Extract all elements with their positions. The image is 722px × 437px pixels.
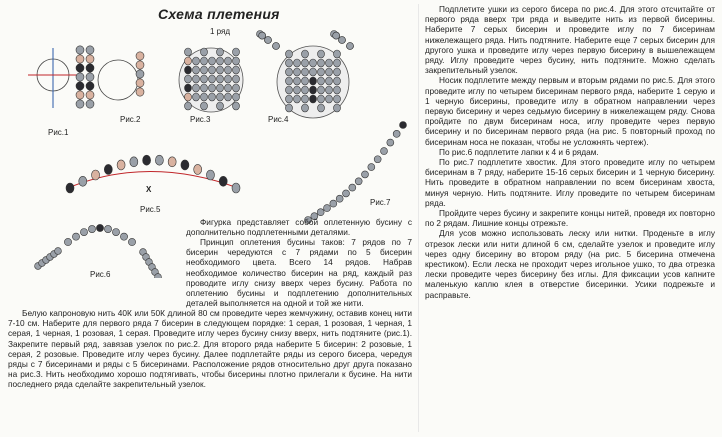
bead [185, 102, 192, 110]
bead [310, 95, 317, 103]
bead [318, 77, 325, 85]
bead [273, 43, 280, 50]
bead [181, 160, 189, 170]
bead [86, 55, 94, 63]
bead [318, 86, 325, 94]
bead [136, 79, 144, 87]
bead [326, 77, 333, 85]
bead [302, 68, 309, 76]
bead [355, 178, 362, 185]
bead [387, 139, 394, 146]
bead [333, 32, 340, 39]
bead [336, 195, 343, 202]
bead [217, 102, 224, 110]
bead [120, 233, 127, 240]
bead [225, 75, 232, 83]
bead [324, 205, 331, 212]
bead [136, 61, 144, 69]
paragraph-3: Белую капроновую нить 40К или 50К длиной 80 см проведите через жемчужину, оставив конец нити 7-10 см. Наберите для первого ряда 7 бисерин в следующем порядке: 1 серая, 1 розовая, 1 черная, 1 серая, 1 черная, 1 розовая, 1 серая. Проведите иглу через бусину снизу вверх, нить подтяните (рис.1). Закрепите первый ряд, завязав узелок по рис.2. Для второго ряда наберите 5 бисерин: 2 розовые, 1 серая, 2 розовые. Проведите иглу через бусину. Далее подплетайте ряды из серого бисера, чередуя ряды с 7 бисеринами и ряды с 5 бисеринами. Расположение рядов относительно друг друга показано на рис.3. Нить необходимо хорошо подтягивать, чтобы бисерины плотно прилегали к бусине. На нити последнего ряда сделайте закрепительный узелок. [8, 308, 412, 390]
bead [88, 225, 95, 232]
bead [302, 86, 309, 94]
caption-fig2: Рис.2 [120, 115, 141, 124]
bead [334, 95, 341, 103]
bead [136, 88, 144, 96]
figure-7 [305, 122, 407, 224]
intro-paragraph-2: Принцип оплетения бусины таков: 7 рядов по 7 бисерин чередуются с 7 рядами по 5 бисерин необходимого цвета. Всего 14 рядов. Набрав необходимое количество бисерин на ряд, каждый раз проводите иглу снизу вверх через бусину. Работа по оплетению бусины и подплетению дополнительных деталей выполняется на одной и той же нити. [186, 237, 412, 309]
bead [326, 59, 333, 67]
bead [217, 57, 224, 65]
bead [310, 59, 317, 67]
bead [104, 164, 112, 174]
bead [326, 86, 333, 94]
column-divider [418, 4, 419, 432]
bead [334, 50, 341, 58]
bead [193, 75, 200, 83]
cross-mark: Х [146, 185, 152, 194]
bead [294, 68, 301, 76]
bead [185, 66, 192, 74]
bead [225, 84, 232, 92]
bead [209, 57, 216, 65]
caption-fig3: Рис.3 [190, 115, 211, 124]
bead [233, 75, 240, 83]
bead [334, 59, 341, 67]
bead [219, 176, 227, 186]
paragraph-whiskers: Для усов можно использовать леску или нитки. Проденьте в иглу отрезок лески или нити длиной 6 см, сделайте узелок и проведите иглу через одну бисерину во втором ряду (на рис. 5 бисерина отмечена крестиком). Если леска не проходит через игольное ушко, то два отрезка лески проведите через бисерину без иглы. Для фиксации усов капните маленькую каплю клея в отверстие бисеринки. Усики подрежьте и расправьте. [425, 228, 715, 300]
paragraph-finish: Пройдите через бусину и закрепите концы нитей, проведя их повторно по 2 рядам. Лишние концы отрежьте. [425, 208, 715, 229]
bead [86, 46, 94, 54]
bead [201, 66, 208, 74]
bead [217, 93, 224, 101]
bead [209, 66, 216, 74]
bead [217, 75, 224, 83]
bead [393, 130, 400, 137]
bead [209, 93, 216, 101]
bead [76, 91, 84, 99]
paragraph-legs: По рис.6 подплетите лапки к 4 и 6 рядам. [439, 146, 599, 157]
bead [193, 66, 200, 74]
bead [286, 77, 293, 85]
bead [317, 209, 324, 216]
bead [79, 176, 87, 186]
bead [185, 48, 192, 56]
bead [334, 68, 341, 76]
bead [286, 59, 293, 67]
bead [318, 104, 325, 112]
bead [201, 93, 208, 101]
bead [368, 164, 375, 171]
bead [201, 84, 208, 92]
bead [318, 50, 325, 58]
bead [201, 75, 208, 83]
caption-fig5: Рис.5 [140, 205, 161, 214]
figure-5 [66, 155, 240, 193]
bead [318, 95, 325, 103]
bead [201, 57, 208, 65]
bead [155, 155, 163, 165]
instructions-right [425, 4, 715, 300]
bead [194, 164, 202, 174]
bead [310, 68, 317, 76]
bead [326, 95, 333, 103]
bead [76, 64, 84, 72]
paragraph-ears: Подплетите ушки из серого бисера по рис.4. Для этого отсчитайте от первого ряда вверх три ряда и выведите нить из первой бисерины. Наберите 7 серых бисерин и проведите иглу по 7 бисеринам нижележащего ряда. Нить подтяните. Наберите еще 7 серых бисерин для другого ушка и проведите иглу через первую бисерину в вышележащем ряду. Иглу проведите через бусину, нить подтяните. Можно сделать закрепительный узелок. [425, 4, 715, 76]
caption-fig4: Рис.4 [268, 115, 289, 124]
bead [310, 86, 317, 94]
bead [334, 77, 341, 85]
bead [318, 68, 325, 76]
intro-text [186, 217, 412, 237]
figure-3 [179, 48, 243, 112]
bead [117, 160, 125, 170]
bead [259, 32, 266, 39]
bead [92, 170, 100, 180]
bead [193, 84, 200, 92]
bead [286, 95, 293, 103]
bead [217, 66, 224, 74]
bead [76, 82, 84, 90]
paragraph-tail: По рис.7 подплетите хвостик. Для этого проведите иглу по четырем бисеринам в 7 ряду, наберите 15-16 серых бисерин и 1 черную бисерину. Нить проведите в обратном направлении по всем бисеринам хвоста, минуя черную. Нить подтяните. Иглу проведите по четырем бисеринам ряда. [425, 157, 715, 208]
bead [343, 190, 350, 197]
bead [86, 64, 94, 72]
intro-paragraph-1: Фигурка представляет собой оплетенную бусину с дополнительно подплетенными деталями. [186, 217, 412, 238]
paragraph-nose: Носик подплетите между первым и вторым рядами по рис.5. Для этого проведите иглу по четырем бисеринам первого ряда, наберите 1 серую и 1 черную бисерины, проведите иглу в обратном направлении через первую бисерину и через седьмую бисерину в нижележащем ряду. Снова пройдите по двум бисеринам носа, иглу проведите через первую бисерину и по бисеринам первого ряда (на рис. 5 повторный проход по бисеринам носа не показан, чтобы не усложнять чертеж). [425, 75, 715, 147]
bead [66, 183, 74, 193]
bead [347, 43, 354, 50]
caption-fig6: Рис.6 [90, 270, 111, 279]
row-1-label: 1 ряд [210, 27, 231, 36]
bead [185, 75, 192, 83]
bead [302, 95, 309, 103]
bead [168, 157, 176, 167]
bead [362, 171, 369, 178]
bead [233, 84, 240, 92]
bead [76, 46, 84, 54]
bead [185, 57, 192, 65]
bead [302, 50, 309, 58]
intro-text-2 [186, 237, 412, 308]
figure-1 [28, 46, 84, 108]
bead [294, 77, 301, 85]
bead [217, 84, 224, 92]
bead [233, 57, 240, 65]
bead [76, 55, 84, 63]
bead [233, 93, 240, 101]
bead [55, 248, 62, 255]
bead [233, 102, 240, 110]
bead [286, 68, 293, 76]
bead [217, 48, 224, 56]
bead [302, 77, 309, 85]
bead [286, 86, 293, 94]
bead [225, 66, 232, 74]
caption-fig7: Рис.7 [370, 198, 391, 207]
bead [86, 91, 94, 99]
bead [136, 52, 144, 60]
bead [76, 100, 84, 108]
bead [193, 93, 200, 101]
bead [232, 183, 240, 193]
bead [64, 238, 71, 245]
bead [76, 73, 84, 81]
caption-fig1: Рис.1 [48, 128, 69, 137]
bead [185, 93, 192, 101]
bead [86, 100, 94, 108]
bead [225, 93, 232, 101]
bead [225, 57, 232, 65]
bead [72, 233, 79, 240]
bead [104, 225, 111, 232]
bead [302, 59, 309, 67]
bead [294, 95, 301, 103]
figure-4 [257, 31, 354, 119]
bead [302, 104, 309, 112]
bead [294, 86, 301, 94]
bead [143, 155, 151, 165]
figure-2 [86, 46, 144, 108]
bead [80, 229, 87, 236]
bead [130, 157, 138, 167]
bead [330, 200, 337, 207]
bead [185, 84, 192, 92]
bead [112, 229, 119, 236]
bead [334, 104, 341, 112]
bead [209, 75, 216, 83]
bead [201, 102, 208, 110]
bead [233, 66, 240, 74]
bead [86, 73, 94, 81]
bead [294, 59, 301, 67]
bead [201, 48, 208, 56]
bead [233, 48, 240, 56]
bead [334, 86, 341, 94]
bead [374, 156, 381, 163]
bead [193, 57, 200, 65]
bead [96, 224, 103, 231]
bead [318, 59, 325, 67]
bead [286, 104, 293, 112]
bead [339, 37, 346, 44]
bead [209, 84, 216, 92]
instructions-left [8, 308, 412, 390]
bead [349, 184, 356, 191]
page-title: Схема плетения [158, 6, 280, 22]
bead [326, 68, 333, 76]
bead [400, 122, 407, 129]
bead [155, 274, 162, 278]
bead [206, 170, 214, 180]
bead [136, 70, 144, 78]
bead [128, 238, 135, 245]
bead [310, 77, 317, 85]
bead [286, 50, 293, 58]
bead [381, 148, 388, 155]
bead [86, 82, 94, 90]
bead [265, 37, 272, 44]
